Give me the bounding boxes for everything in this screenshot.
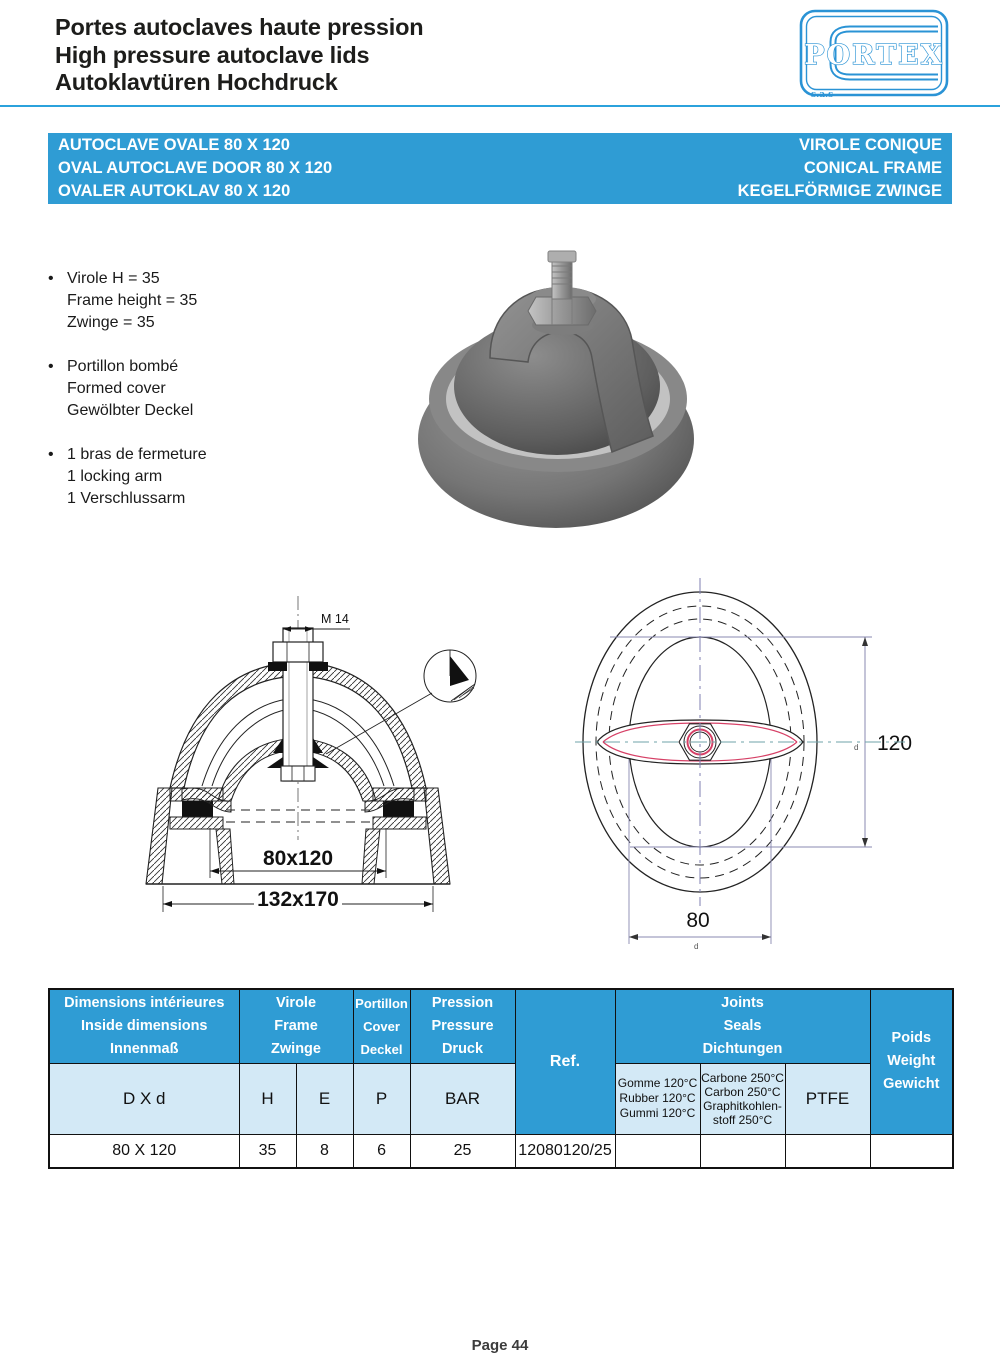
cross-section-drawing [130,588,490,933]
cell-carbone [700,1134,785,1168]
header-ref [515,989,615,1134]
banner-right-line-en: CONICAL FRAME [803,159,942,177]
subheader-bar: BAR [410,1063,515,1134]
inner-flange [281,766,315,781]
header-line: Ref. [549,1053,581,1071]
cell-ref: 12080120/25 [515,1134,615,1168]
bullet-icon: • [48,446,54,463]
feature-line: Gewölbter Deckel [67,402,194,419]
header-dimensions [49,989,239,1063]
subheader-line: Gummi 120°C [619,1106,696,1120]
frame-wall [424,788,450,884]
header-pression [410,989,515,1063]
bullet-icon: • [48,270,54,287]
feature-formed-cover [48,356,388,422]
product-photo [406,246,706,548]
header-poids [870,989,953,1134]
subheader-p: P [353,1063,410,1134]
header-line: Portillon [355,995,408,1011]
spec-table [48,988,954,1169]
banner-left-line-de: OVALER AUTOKLAV 80 X 120 [58,182,291,200]
seal-block [268,662,287,671]
header-line: Druck [441,1040,484,1057]
product-banner [48,133,952,204]
page-number: Page 44 [471,1337,529,1354]
subheader-carbone [700,1063,785,1134]
subheader-dxd: D X d [49,1063,239,1134]
header-line: Cover [363,1018,400,1034]
header-line: Deckel [360,1041,403,1057]
subheader-ptfe: PTFE [785,1063,870,1134]
page-title [55,14,423,97]
portex-logo [798,8,950,102]
feature-list [48,268,388,532]
feature-line: Portillon bombé [67,358,179,375]
banner-left-line-fr: AUTOCLAVE OVALE 80 X 120 [58,136,290,154]
banner-right-line-de: KEGELFÖRMIGE ZWINGE [737,182,942,200]
subheader-line: Carbon 250°C [704,1084,781,1099]
subheader-line: Rubber 120°C [619,1091,696,1105]
top-nut [548,251,576,262]
header-joints [615,989,870,1063]
subheader-line: Carbone 250°C [701,1070,784,1085]
header-line: Innenmaß [110,1040,179,1057]
frame-wall [146,788,172,884]
subheader-gomme [615,1063,700,1134]
tick-mark: d [854,743,859,752]
feature-line: 1 Verschlussarm [67,490,186,507]
feature-line: Formed cover [67,380,166,397]
header-line: Virole [275,994,317,1011]
logo-brand-text: PORTEX [804,40,944,71]
cell-ptfe [785,1134,870,1168]
bullet-icon: • [48,358,54,375]
subheader-line: Graphitkohlen- [703,1098,782,1113]
header-line: Weight [887,1053,936,1070]
banner-left [58,134,332,203]
cell-poids [870,1134,953,1168]
subheader-line: stoff 250°C [712,1112,773,1127]
title-line-de: Autoklavtüren Hochdruck [55,69,338,95]
title-line-en: High pressure autoclave lids [55,41,370,68]
feature-line: Zwinge = 35 [67,314,155,331]
thread-label: M 14 [321,612,349,626]
subheader-h: H [239,1063,296,1134]
gasket [182,801,213,817]
gasket [383,801,414,817]
feature-line: Frame height = 35 [67,292,198,309]
feature-line: 1 locking arm [67,468,163,485]
section-nut [273,642,323,662]
subheader-e: E [296,1063,353,1134]
feature-line: Virole H = 35 [67,270,160,287]
cell-bar: 25 [410,1134,515,1168]
cell-h: 35 [239,1134,296,1168]
header-line: Joints [721,994,764,1011]
header-line: Inside dimensions [81,1017,208,1034]
header-line: Dichtungen [702,1040,783,1057]
header-line: Frame [274,1017,318,1034]
header-divider [0,105,1000,107]
cell-e: 8 [296,1134,353,1168]
cell-p: 6 [353,1134,410,1168]
banner-right-line-fr: VIROLE CONIQUE [798,136,942,154]
header-line: Seals [723,1017,762,1034]
header-line: Zwinge [271,1040,321,1057]
logo-suffix-text: s.a.s [811,90,834,100]
feature-frame-height [48,268,388,334]
seal-block [309,662,328,671]
hex-nut [528,297,596,325]
width-dimension-label: 80 [686,909,710,932]
header-virole [239,989,353,1063]
tick-mark: d [694,942,699,951]
header-line: Pressure [431,1017,494,1034]
banner-left-line-en: OVAL AUTOCLAVE DOOR 80 X 120 [58,159,333,177]
subheader-line: Gomme 120°C [617,1076,698,1090]
cell-dxd: 80 X 120 [49,1134,239,1168]
outer-dimension-label: 132x170 [257,888,339,911]
title-line-fr: Portes autoclaves haute pression [55,14,424,40]
header-line: Gewicht [883,1076,940,1093]
header-line: Pression [431,994,494,1011]
header-line: Dimensions intérieures [64,994,225,1011]
header-portillon [353,989,410,1063]
header-line: Poids [891,1030,932,1047]
inner-dimension-label: 80x120 [262,847,334,870]
feature-locking-arm [48,444,388,510]
top-view-drawing [548,570,980,968]
height-dimension-label: 120 [877,732,913,755]
banner-right [738,134,942,203]
cell-gomme [615,1134,700,1168]
feature-line: 1 bras de fermeture [67,446,207,463]
